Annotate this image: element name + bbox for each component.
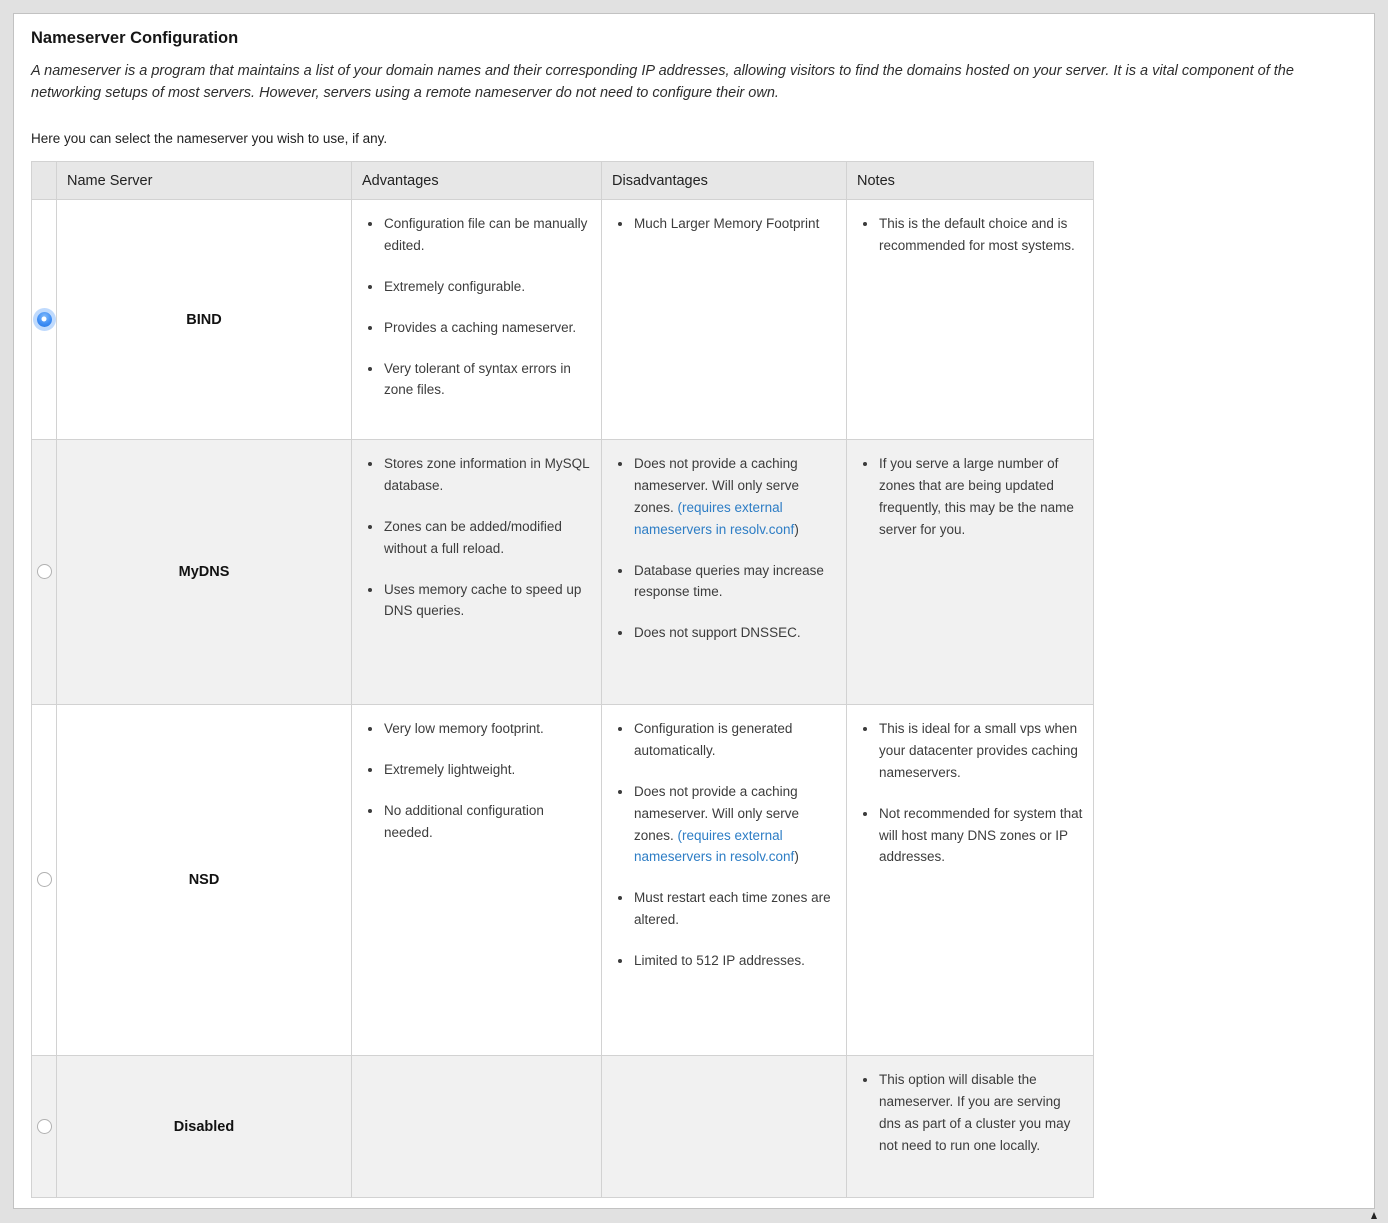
column-header-advantages: Advantages (352, 162, 602, 200)
list-item (364, 759, 591, 781)
column-header-name-server: Name Server (57, 162, 352, 200)
list-item (364, 317, 591, 339)
notes-cell (847, 200, 1094, 440)
list-item-text: Does not support DNSSEC. (634, 625, 801, 641)
list-item (364, 800, 591, 844)
list-item-text: Extremely configurable. (384, 278, 526, 294)
radio-cell (32, 440, 57, 705)
list-item (364, 516, 591, 560)
list-item-text: Does not provide a caching nameserver. Will only serve zones. (634, 783, 800, 843)
notes-cell (847, 1056, 1094, 1198)
list-item (859, 803, 1083, 869)
nameserver-radio-nsd[interactable] (37, 872, 52, 887)
list-item-text: Zones can be added/modified without a full reload. (384, 518, 562, 556)
resolv-conf-link[interactable]: (requires external nameservers in resolv.conf (634, 827, 795, 865)
disadvantages-cell (602, 1056, 847, 1198)
disadvantages-list (614, 213, 836, 235)
list-item (859, 453, 1083, 540)
list-item-text: Database queries may increase response time. (634, 562, 824, 600)
notes-list (859, 453, 1083, 540)
list-item (614, 781, 836, 868)
page-description: A nameserver is a program that maintains a list of your domain names and their corresponding IP addresses, allowing visitors to find the domains hosted on your server. It is a vital component of the networking setups of most servers. However, servers using a remote nameserver do not need to configure their own. (31, 63, 1294, 102)
list-item-text: If you serve a large number of zones that are being updated frequently, this may be the name server for you. (879, 456, 1074, 537)
list-item-text: ) (794, 521, 799, 537)
list-item (364, 453, 591, 497)
mouse-cursor (1371, 1212, 1377, 1219)
list-item-text: ) (794, 849, 799, 865)
list-item-text: Much Larger Memory Footprint (634, 216, 820, 232)
table-row (32, 440, 1094, 705)
list-item (364, 276, 591, 298)
list-item-text: Limited to 512 IP addresses. (634, 952, 805, 968)
nameserver-name: NSD (57, 705, 352, 1056)
list-item-text: This option will disable the nameserver. If you are serving dns as part of a cluster you may not need to run one locally. (879, 1072, 1071, 1153)
advantages-cell (352, 1056, 602, 1198)
list-item-text: Very tolerant of syntax errors in zone files. (384, 360, 571, 398)
nameserver-name: BIND (57, 200, 352, 440)
advantages-cell (352, 705, 602, 1056)
table-header-row (32, 162, 1094, 200)
notes-cell (847, 705, 1094, 1056)
disadvantages-cell (602, 705, 847, 1056)
notes-cell (847, 440, 1094, 705)
list-item-text: This is the default choice and is recommended for most systems. (879, 216, 1075, 253)
nameserver-radio-bind[interactable] (37, 312, 52, 327)
radio-cell (32, 705, 57, 1056)
list-item (614, 887, 836, 931)
list-item (859, 1069, 1083, 1156)
list-item (364, 718, 591, 740)
list-item-text: This is ideal for a small vps when your datacenter provides caching nameservers. (879, 721, 1078, 780)
table-row (32, 200, 1094, 440)
column-header-notes: Notes (847, 162, 1094, 200)
advantages-cell (352, 200, 602, 440)
resolv-conf-link[interactable]: (requires external nameservers in resolv.conf (634, 499, 795, 537)
list-item-text: Not recommended for system that will host many DNS zones or IP addresses. (879, 805, 1083, 865)
disadvantages-list (614, 453, 836, 644)
disadvantages-list (614, 718, 836, 972)
list-item-text: Very low memory footprint. (384, 721, 544, 737)
list-item-text: Provides a caching nameserver. (384, 319, 577, 335)
nameserver-name: MyDNS (57, 440, 352, 705)
disadvantages-cell (602, 440, 847, 705)
list-item (364, 579, 591, 623)
page-instruction: Here you can select the nameserver you wish to use, if any. (31, 131, 388, 147)
list-item (614, 718, 836, 762)
advantages-list (364, 213, 591, 401)
table-row (32, 1056, 1094, 1198)
list-item-text: Uses memory cache to speed up DNS queries. (384, 581, 582, 619)
list-item-text: Configuration is generated automatically. (634, 721, 793, 758)
page-title: Nameserver Configuration (31, 29, 239, 47)
list-item-text: Must restart each time zones are altered. (634, 890, 831, 928)
list-item (614, 622, 836, 644)
nameserver-radio-disabled[interactable] (37, 1119, 52, 1134)
list-item (364, 213, 591, 257)
list-item-text: No additional configuration needed. (384, 802, 544, 840)
advantages-list (364, 718, 591, 843)
list-item-text: Stores zone information in MySQL database. (384, 456, 590, 493)
list-item-text: Extremely lightweight. (384, 761, 516, 777)
list-item (859, 213, 1083, 257)
notes-list (859, 718, 1083, 868)
radio-cell (32, 200, 57, 440)
list-item (614, 950, 836, 972)
list-item (614, 213, 836, 235)
list-item (614, 560, 836, 604)
radio-cell (32, 1056, 57, 1198)
notes-list (859, 1069, 1083, 1156)
table-row (32, 705, 1094, 1056)
list-item-text: Configuration file can be manually edited. (384, 216, 588, 253)
disadvantages-cell (602, 200, 847, 440)
notes-list (859, 213, 1083, 257)
column-header-disadvantages: Disadvantages (602, 162, 847, 200)
nameserver-name: Disabled (57, 1056, 352, 1198)
list-item (859, 718, 1083, 784)
nameserver-config-panel (13, 13, 1375, 1209)
nameserver-table (31, 161, 1094, 1198)
list-item (364, 358, 591, 402)
advantages-list (364, 453, 591, 622)
column-header-radio (32, 162, 57, 200)
nameserver-radio-mydns[interactable] (37, 564, 52, 579)
list-item-text: Does not provide a caching nameserver. Will only serve zones. (634, 456, 800, 515)
list-item (614, 453, 836, 540)
advantages-cell (352, 440, 602, 705)
